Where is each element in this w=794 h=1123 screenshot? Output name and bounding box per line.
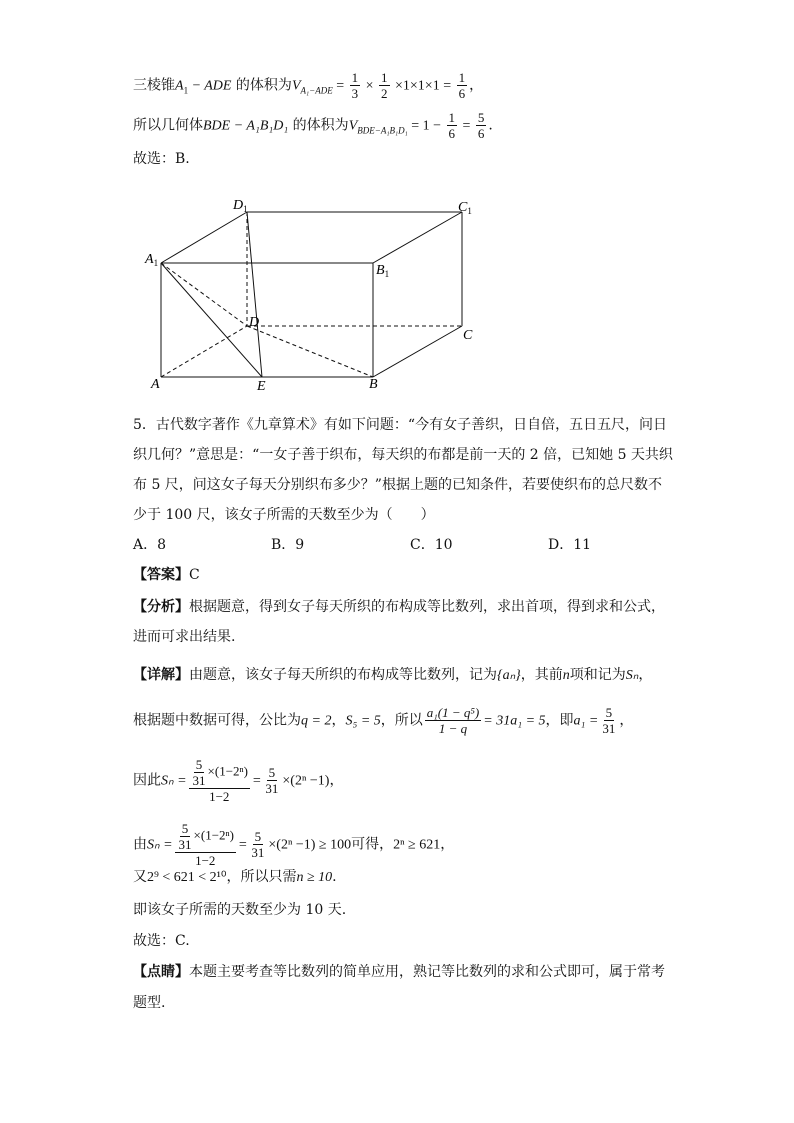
fraction: $\frac{1}{6}$ xyxy=(458,70,466,101)
edge-a-d xyxy=(161,326,247,377)
edge-a1-d1 xyxy=(161,212,247,263)
option-c: C．10 xyxy=(410,537,453,553)
option-d: D．11 xyxy=(548,537,592,553)
detail-line-2: 根据题中数据可得，公比为q = 2，S₅ = 5，所以 $\frac{\text{a₁(1 − q⁵)}}{1 - q}$ = 31a₁ = 5，即a₁ = $\frac{5}{31}$ ， xyxy=(133,705,634,736)
label-a1: $A_1$ xyxy=(145,252,159,268)
detail-tag: 【详解】 xyxy=(133,667,189,683)
detail-line-3: 因此Sₙ = $\frac{5}{31}$ ×(1−2ⁿ) 1−2 = $\frac{5}{31}$ ×(2ⁿ −1)， xyxy=(133,757,344,804)
answer-value: C xyxy=(189,567,200,583)
choice-b-line: 故选：B. xyxy=(133,151,190,167)
question-5-line-3: 布 5 尺，问这女子每天分别织布多少？”根据上题的已知条件，若要使织布的总尺数不 xyxy=(133,477,662,493)
label-a: A xyxy=(151,377,160,392)
label-c1: $C_1$ xyxy=(458,200,472,216)
detail-line-1: 【详解】由题意，该女子每天所织的布构成等比数列，记为{aₙ}，其前n项和记为Sₙ， xyxy=(133,667,653,683)
label-b1: $B_1$ xyxy=(376,263,390,279)
label-e: E xyxy=(257,379,266,394)
fraction: $\frac{\text{a₁(1 − q⁵)}}{1 - q}$ xyxy=(426,705,480,736)
options-row xyxy=(133,534,653,556)
option-a: A．8 xyxy=(133,537,167,553)
volume-line-2: 所以几何体BDE − A₁B₁D₁ 的体积为$V_{BDE-A_1B_1D_1} = 1$ − $\frac{1}{6}$ = $\frac{5}{6}$ . xyxy=(133,110,493,141)
question-5-line-4: 少于 100 尺，该女子所需的天数至少为（ ） xyxy=(133,507,435,523)
detail-line-7: 故选：C. xyxy=(133,933,190,949)
analysis-line-2: 进而可求出结果. xyxy=(133,629,236,645)
detail-line-6: 即该女子所需的天数至少为 10 天. xyxy=(133,902,347,918)
prism-diagram xyxy=(140,192,500,397)
fraction: $\frac{1}{6}$ xyxy=(448,110,455,141)
comment-line-2: 题型. xyxy=(133,995,166,1011)
analysis-line-1: 【分析】根据题意，得到女子每天所织的布构成等比数列，求出首项，得到求和公式， xyxy=(133,599,665,615)
label-d1: $D_1$ xyxy=(233,198,248,214)
fraction: $\frac{5}{31}$ xyxy=(251,829,265,860)
edge-b1-c1 xyxy=(373,212,462,263)
edge-d1-e xyxy=(247,212,262,377)
volume-line-1: 三棱锥$A_1$ − ADE 的体积为$V_{A_1-ADE}$ = $\frac{1}{3}$ × $\frac{1}{2}$ ×1×1×1 = $\frac{1}{6}$ ， xyxy=(133,70,484,101)
question-5-line-1: 5．古代数字著作《九章算术》有如下问题：“今有女子善织，日自倍，五日五尺，问日 xyxy=(133,417,668,433)
question-5-line-2: 织几何？”意思是：“一女子善于织布，每天织的布都是前一天的 2 倍，已知她 5 天共织 xyxy=(133,447,673,463)
edge-a1-d xyxy=(161,263,247,326)
compound-fraction: $\frac{5}{31}$ ×(1−2ⁿ) 1−2 xyxy=(175,821,236,868)
fraction: $\frac{1}{3}$ xyxy=(351,70,359,101)
label-c: C xyxy=(463,328,473,343)
label-b: B xyxy=(369,377,378,392)
detail-line-4: 由Sₙ = $\frac{5}{31}$ ×(1−2ⁿ) 1−2 = $\frac{5}{31}$ ×(2ⁿ −1) ≥ 100可得，2ⁿ ≥ 621， xyxy=(133,821,455,868)
compound-fraction: $\frac{5}{31}$ ×(1−2ⁿ) 1−2 xyxy=(189,757,250,804)
fraction: $\frac{5}{31}$ xyxy=(602,705,616,736)
label-d: D xyxy=(249,315,260,330)
edge-b-c xyxy=(373,326,462,377)
edge-d-b xyxy=(247,326,373,377)
answer-tag: 【答案】 xyxy=(133,567,189,583)
analysis-tag: 【分析】 xyxy=(133,599,189,615)
fraction: $\frac{1}{2}$ xyxy=(381,70,388,101)
fraction: $\frac{5}{6}$ xyxy=(477,110,485,141)
fraction: $\frac{5}{31}$ xyxy=(265,765,279,796)
option-b: B．9 xyxy=(271,537,305,553)
detail-line-5: 又2⁹ < 621 < 2¹⁰，所以只需n ≥ 10. xyxy=(133,869,337,885)
comment-tag: 【点睛】 xyxy=(133,964,189,980)
comment-line-1: 【点睛】本题主要考查等比数列的简单应用，熟记等比数列的求和公式即可，属于常考 xyxy=(133,964,665,980)
answer-line xyxy=(133,564,200,586)
